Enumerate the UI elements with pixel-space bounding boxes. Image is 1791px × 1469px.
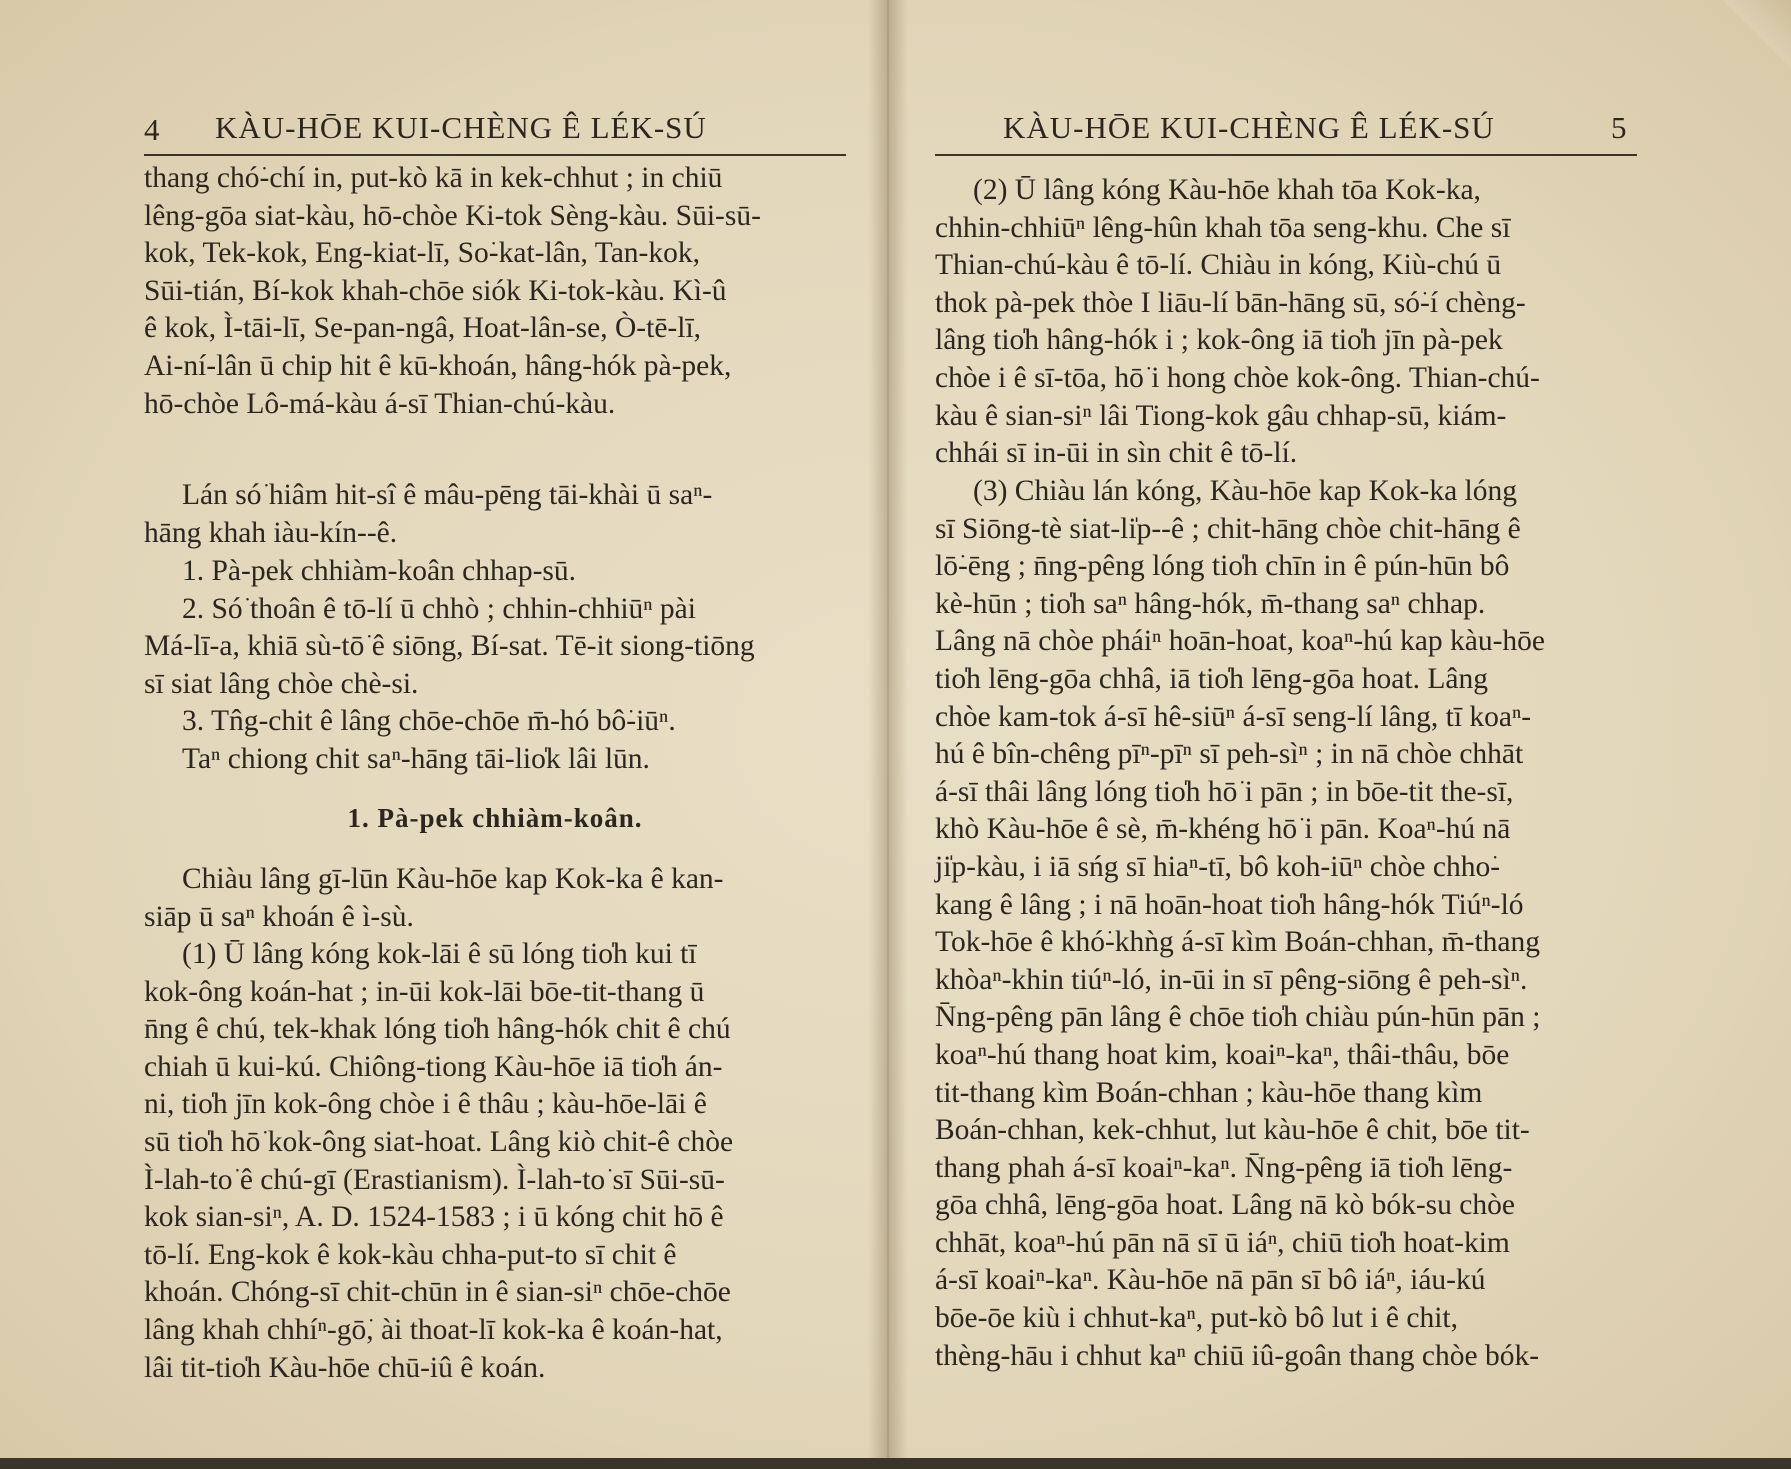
section-heading: 1. Pà-pek chhiàm-koân. (347, 803, 643, 833)
text-line: sī Siōng-tè siat-li̍p--ê ; chit-hāng chòe chit-hāng ê (935, 512, 1521, 545)
text-line: chòe i ê sī-tōa, hō͘ i hong chòe kok-ông. Thian-chú- (935, 361, 1540, 394)
text-line: Lán só͘ hiâm hit-sî ê mâu-pēng tāi-khài ū saⁿ- (182, 479, 713, 511)
paragraph (144, 861, 724, 936)
text-line: á-sī thâi lâng lóng tio̍h hō͘ i pān ; in bōe-tit the-sī, (935, 775, 1514, 808)
text-line: n̄ng ê chú, tek-khak lóng tio̍h hâng-hók chit ê chú (144, 1013, 731, 1046)
text-line: thok pà-pek thòe I liāu-lí bān-hāng sū, só͘-í chèng- (935, 286, 1526, 319)
text-line: kè-hūn ; tio̍h saⁿ hâng-hók, m̄-thang saⁿ chhap. (935, 587, 1486, 620)
text-line: khòaⁿ-khin tiúⁿ-ló, in-ūi in sī pêng-siōng ê peh-sìⁿ. (935, 963, 1528, 996)
text-line: Ai-ní-lân ū chip hit ê kū-khoán, hâng-hók pà-pek, (144, 349, 732, 382)
text-line: Má-lī-a, khiā sù-tō͘ ê siōng, Bí-sat. Tē-it siong-tiōng (144, 630, 755, 663)
paragraph (144, 477, 712, 552)
header-rule (935, 154, 1637, 156)
scan-bottom-edge (0, 1458, 1791, 1469)
text-line: tō-lí. Eng-kok ê kok-kàu chha-put-to sī chit ê (144, 1238, 677, 1271)
text-line: ji̍p-kàu, i iā sńg sī hiaⁿ-tī, bô koh-iūⁿ chòe chho͘- (935, 850, 1501, 883)
text-line: kok, Tek-kok, Eng-kiat-lī, So͘-kat-lân, Tan-kok, (144, 237, 700, 270)
text-line: chhái sī in-ūi in sìn chit ê tō-lí. (935, 437, 1298, 470)
text-line: thèng-hāu i chhut kaⁿ chiū iû-goân thang chòe bók- (935, 1339, 1540, 1372)
text-line: Chiàu lâng gī-lūn Kàu-hōe kap Kok-ka ê kan- (182, 863, 724, 895)
text-line: khoán. Chóng-sī chit-chūn in ê sian-siⁿ chōe-chōe (144, 1276, 731, 1309)
text-line: bōe-ōe kiù i chhut-kaⁿ, put-kò bô lut i ê chit, (935, 1302, 1458, 1335)
text-line: kang ê lâng ; i nā hoān-hoat tio̍h hâng-hók Tiúⁿ-ló (935, 888, 1524, 921)
left-page (0, 0, 880, 1469)
text-line: hāng khah iàu-kín--ê. (144, 516, 398, 549)
running-head: KÀU-HŌE KUI-CHÈNG Ê LÉK-SÚ (215, 110, 707, 145)
paragraph (144, 160, 761, 423)
running-head: KÀU-HŌE KUI-CHÈNG Ê LÉK-SÚ (1003, 110, 1495, 145)
text-line: Tok-hōe ê khó͘-khǹg á-sī kìm Boán-chhan, m̄-thang (935, 926, 1540, 959)
text-line: chòe kam-tok á-sī hê-siūⁿ á-sī seng-lí lâng, tī koaⁿ- (935, 700, 1532, 733)
text-line: lâng tio̍h hâng-hók i ; kok-ông iā tio̍h jīn pà-pek (935, 324, 1503, 357)
text-line: (2) Ū lâng kóng Kàu-hōe khah tōa Kok-ka, (973, 174, 1481, 206)
text-line: lâng khah chhíⁿ-gō͘, ài thoat-lī kok-ka ê koán-hat, (144, 1313, 723, 1346)
text-line: gōa chhâ, lēng-gōa hoat. Lâng nā kò bók-su chòe (935, 1189, 1515, 1222)
list-item: 3. Tn̂g-chit ê lâng chōe-chōe m̄-hó bô͘-iūⁿ. (182, 705, 676, 738)
text-line: chhāt, koaⁿ-hú pān nā sī ū iáⁿ, chiū tio̍h hoat-kim (935, 1226, 1510, 1259)
text-line: tio̍h lēng-gōa chhâ, iā tio̍h lēng-gōa hoat. Lâng (935, 662, 1488, 695)
text-line: kok sian-siⁿ, A. D. 1524-1583 ; i ū kóng chit hō ê (144, 1201, 724, 1234)
numbered-list (144, 553, 755, 779)
text-line: hō-chòe Lô-má-kàu á-sī Thian-chú-kàu. (144, 387, 616, 420)
text-line: ê kok, Ì-tāi-lī, Se-pan-ngâ, Hoat-lân-se, Ò-tē-lī, (144, 312, 702, 345)
text-line: ni, tio̍h jīn kok-ông chòe i ê thâu ; kàu-hōe-lāi ê (144, 1088, 707, 1121)
list-item: 1. Pà-pek chhiàm-koân chhap-sū. (182, 555, 577, 587)
text-line: Lâng nā chòe pháiⁿ hoān-hoat, koaⁿ-hú kap kàu-hōe (935, 625, 1545, 658)
list-item: 2. Só͘ thoân ê tō-lí ū chhò ; chhin-chhiūⁿ pài (182, 592, 696, 625)
text-line: chiah ū kui-kú. Chiông-tiong Kàu-hōe iā tio̍h án- (144, 1050, 723, 1083)
text-line: sī siat lâng chòe chè-si. (144, 667, 419, 700)
text-line: (1) Ū lâng kóng kok-lāi ê sū lóng tio̍h kui tī (182, 938, 697, 970)
text-line: khò Kàu-hōe ê sè, m̄-khéng hō͘ i pān. Koaⁿ-hú nā (935, 813, 1511, 846)
paragraph (935, 172, 1540, 473)
text-line: Sūi-tián, Bí-kok khah-chōe siók Ki-tok-kàu. Kì-û (144, 274, 727, 307)
text-line: kok-ông koán-hat ; in-ūi kok-lāi bōe-tit-thang ū (144, 975, 705, 1008)
text-line: sū tio̍h hō͘ kok-ông siat-hoat. Lâng kiò chit-ê chòe (144, 1125, 734, 1158)
page-number: 4 (144, 112, 160, 147)
text-line: á-sī koaiⁿ-kaⁿ. Kàu-hōe nā pān sī bô iáⁿ, iáu-kú (935, 1264, 1486, 1297)
text-line: (3) Chiàu lán kóng, Kàu-hōe kap Kok-ka lóng (973, 475, 1517, 507)
text-line: siāp ū saⁿ khoán ê ì-sù. (144, 900, 414, 933)
text-line: Boán-chhan, kek-chhut, lut kàu-hōe ê chit, bōe tit- (935, 1114, 1530, 1147)
text-line: Thian-chú-kàu ê tō-lí. Chiàu in kóng, Kiù-chú ū (935, 249, 1502, 282)
text-line: lō͘-ēng ; n̄ng-pêng lóng tio̍h chīn in ê pún-hūn bô (935, 550, 1510, 583)
text-line: Taⁿ chiong chit saⁿ-hāng tāi-lio̍k lâi lūn. (182, 742, 650, 775)
text-line: tit-thang kìm Boán-chhan ; kàu-hōe thang kìm (935, 1076, 1483, 1109)
text-line: Ì-lah-to͘ ê chú-gī (Erastianism). Ì-lah-to͘ sī Sūi-sū- (144, 1163, 725, 1196)
paragraph (144, 936, 733, 1387)
text-line: thang chó͘-chí in, put-kò kā in kek-chhut ; in chiū (144, 162, 723, 194)
text-line: N̄ng-pêng pān lâng ê chōe tio̍h chiàu pún-hūn pān ; (935, 1001, 1541, 1034)
header-rule (144, 154, 846, 156)
text-line: hú ê bîn-chêng pīⁿ-pīⁿ sī peh-sìⁿ ; in nā chòe chhāt (935, 738, 1524, 771)
text-line: kàu ê sian-siⁿ lâi Tiong-kok gâu chhap-sū, kiám- (935, 399, 1507, 432)
text-line: chhin-chhiūⁿ lêng-hûn khah tōa seng-khu. Che sī (935, 211, 1511, 244)
page-number: 5 (1611, 110, 1627, 145)
right-page (900, 0, 1791, 1469)
text-line: lêng-gōa siat-kàu, hō-chòe Ki-tok Sèng-kàu. Sūi-sū- (144, 199, 761, 232)
text-line: thang phah á-sī koaiⁿ-kaⁿ. N̄ng-pêng iā tio̍h lēng- (935, 1151, 1513, 1184)
text-line: lâi tit-tio̍h Kàu-hōe chū-iû ê koán. (144, 1351, 546, 1384)
paragraph (935, 473, 1545, 1375)
text-line: koaⁿ-hú thang hoat kim, koaiⁿ-kaⁿ, thâi-thâu, bōe (935, 1038, 1510, 1071)
